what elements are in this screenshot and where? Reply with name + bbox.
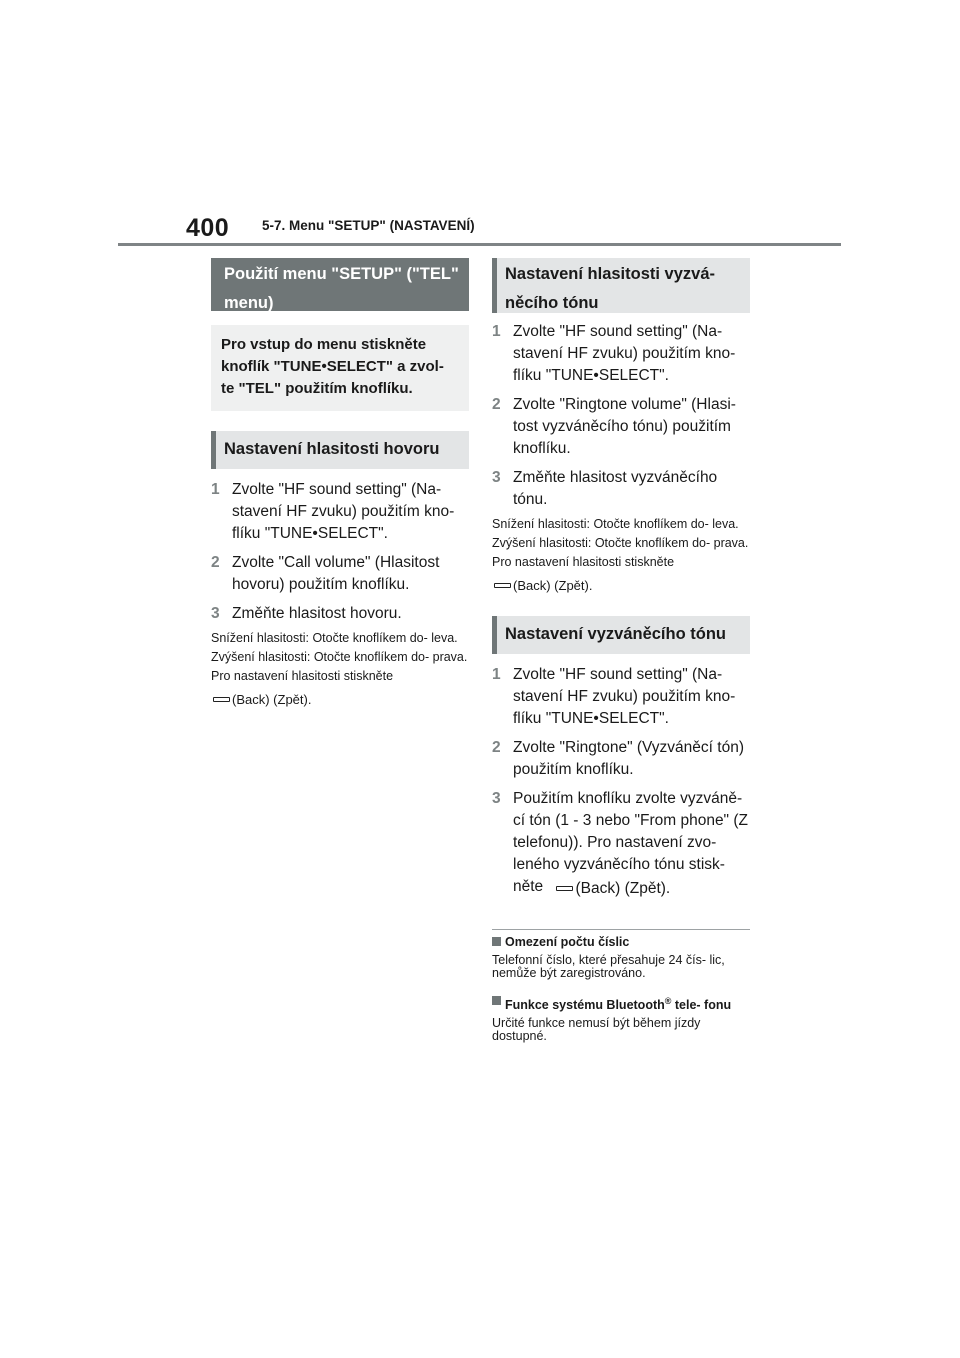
note-body: Telefonní číslo, které přesahuje 24 čís- lic, nemůže být zaregistrováno.: [492, 952, 725, 980]
step-text: Zvolte "Call volume" (Hlasitost hovoru) použitím knoflíku.: [232, 554, 440, 593]
step-number: 3: [211, 605, 220, 622]
note-title-text: Omezení počtu číslic: [505, 934, 630, 949]
step-item: [492, 664, 750, 730]
step-text: Zvolte "Ringtone volume" (Hlasi- tost vyzváněcího tónu) použitím knoflíku.: [513, 396, 736, 457]
note-body: Určité funkce nemusí být během jízdy dostupné.: [492, 1015, 701, 1043]
note-title: [492, 935, 750, 949]
step-text: Použitím knoflíku zvolte vyzváně- cí tón (1 - 3 nebo "From phone" (Z telefonu)). Pro nastavení zvo- leného vyzváněcího tónu stisk- něte: [513, 790, 748, 895]
ringtone-volume-steps: [492, 321, 750, 511]
step-number: 3: [492, 469, 501, 486]
note-decrease: Snížení hlasitosti: Otočte knoflíkem do- leva.: [211, 631, 458, 645]
back-button-icon: [556, 886, 573, 891]
step-text: Zvolte "HF sound setting" (Na- stavení HF zvuku) použitím kno- flíku "TUNE•SELECT".: [513, 323, 736, 384]
back-instruction: [211, 692, 469, 707]
step-item: [492, 737, 750, 781]
note-decrease: Snížení hlasitosti: Otočte knoflíkem do- leva.: [492, 517, 739, 531]
step-item: [492, 321, 750, 387]
step-item: [492, 394, 750, 460]
note-title: [492, 994, 750, 1012]
square-bullet-icon: [492, 937, 501, 946]
intro-box: Pro vstup do menu stiskněte knoflík "TUNE•SELECT" a zvol- te "TEL" použitím knoflíku.: [211, 325, 469, 411]
step-text: Zvolte "Ringtone" (Vyzváněcí tón) použitím knoflíku.: [513, 739, 744, 778]
page-number: 400: [186, 214, 230, 242]
step-number: 1: [211, 481, 220, 498]
note-increase: Zvýšení hlasitosti: Otočte knoflíkem do- prava.: [492, 536, 749, 550]
header-rule: [118, 243, 841, 246]
step-number: 3: [492, 790, 501, 807]
back-label: (Back) (Zpět).: [513, 578, 593, 593]
note-title-post: tele- fonu: [671, 997, 732, 1012]
back-label: (Back) (Zpět).: [232, 692, 312, 707]
call-volume-heading: Nastavení hlasitosti hovoru: [211, 431, 469, 469]
square-bullet-icon: [492, 996, 501, 1005]
step-number: 1: [492, 323, 501, 340]
step-text-with-back: [513, 788, 750, 900]
main-heading: Použití menu "SETUP" ("TEL" menu): [211, 258, 469, 311]
back-instruction: [492, 578, 750, 593]
right-column: [492, 258, 750, 1057]
step-number: 2: [492, 739, 501, 756]
back-label: (Back) (Zpět).: [575, 879, 671, 897]
ringtone-steps: [492, 664, 750, 900]
step-item: [211, 552, 469, 596]
step-number: 2: [492, 396, 501, 413]
registered-mark: ®: [664, 995, 672, 1006]
back-button-icon: [213, 697, 230, 702]
back-instruction: [556, 878, 670, 900]
step-text: Změňte hlasitost vyzváněcího tónu.: [513, 469, 718, 508]
ringtone-volume-heading: Nastavení hlasitosti vyzvá- něcího tónu: [492, 258, 750, 313]
note-set: Pro nastavení hlasitosti stiskněte: [211, 669, 394, 683]
step-number: 1: [492, 666, 501, 683]
step-text: Zvolte "HF sound setting" (Na- stavení HF zvuku) použitím kno- flíku "TUNE•SELECT".: [513, 666, 736, 727]
left-column: [211, 258, 469, 707]
ringtone-heading: Nastavení vyzváněcího tónu: [492, 616, 750, 654]
back-button-icon: [494, 583, 511, 588]
note-title-text: [505, 994, 731, 1012]
step-text: Zvolte "HF sound setting" (Na- stavení HF zvuku) použitím kno- flíku "TUNE•SELECT".: [232, 481, 455, 542]
step-item: [492, 467, 750, 511]
note-title-pre: Funkce systému Bluetooth: [505, 997, 665, 1012]
step-item: [211, 479, 469, 545]
step-item: [211, 603, 469, 625]
step-number: 2: [211, 554, 220, 571]
step-text: Změňte hlasitost hovoru.: [232, 605, 402, 622]
call-volume-steps: [211, 479, 469, 625]
step-item: [492, 788, 750, 900]
section-title: 5-7. Menu "SETUP" (NASTAVENÍ): [262, 218, 475, 233]
notes-separator: [492, 929, 750, 930]
note-increase: Zvýšení hlasitosti: Otočte knoflíkem do- prava.: [211, 650, 468, 664]
note-set: Pro nastavení hlasitosti stiskněte: [492, 555, 675, 569]
